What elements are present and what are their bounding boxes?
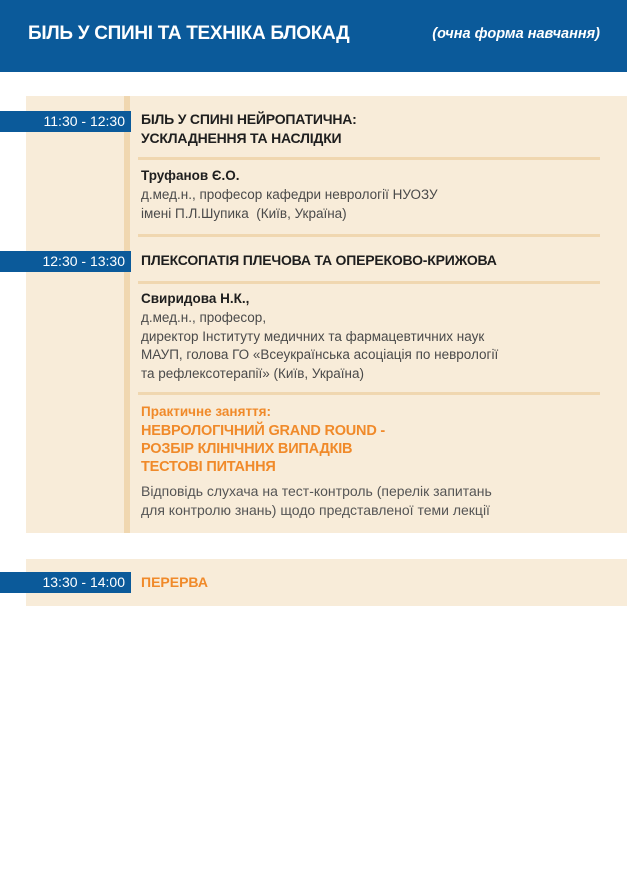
- break-title: ПЕРЕРВА: [141, 574, 208, 590]
- page-header: [0, 0, 627, 72]
- practice-title-line: РОЗБІР КЛІНІЧНИХ ВИПАДКІВ: [141, 441, 353, 457]
- page-title: БІЛЬ У СПИНІ ТА ТЕХНІКА БЛОКАД: [28, 23, 350, 44]
- session-title: [141, 110, 601, 148]
- speaker-description: [141, 186, 601, 223]
- divider: [138, 392, 600, 395]
- session-title-line: УСКЛАДНЕННЯ ТА НАСЛІДКИ: [141, 130, 342, 146]
- speaker-description-line: д.мед.н., професор кафедри неврології НУОЗУ: [141, 187, 438, 202]
- divider: [138, 234, 600, 237]
- speaker-description-line: МАУП, голова ГО «Всеукраїнська асоціація по неврології: [141, 347, 499, 362]
- speaker-description: [141, 309, 601, 383]
- session-title: ПЛЕКСОПАТІЯ ПЛЕЧОВА ТА ОПЕРЕКОВО-КРИЖОВА: [141, 252, 497, 268]
- practice-description-line: Відповідь слухача на тест-контроль (перелік запитань: [141, 483, 492, 499]
- session-title-line: БІЛЬ У СПИНІ НЕЙРОПАТИЧНА:: [141, 111, 357, 127]
- speaker-name: Труфанов Є.О.: [141, 168, 240, 183]
- session-time: 13:30 - 14:00: [0, 572, 131, 593]
- divider: [138, 281, 600, 284]
- speaker-description-line: д.мед.н., професор,: [141, 310, 267, 325]
- practice-title: [141, 422, 601, 476]
- speaker-name: Свиридова Н.К.,: [141, 291, 250, 306]
- practice-label: Практичне заняття:: [141, 404, 272, 419]
- speaker-description-line: та рефлексотерапії» (Київ, Україна): [141, 365, 364, 381]
- page-subtitle: (очна форма навчання): [432, 26, 600, 42]
- speaker-description-line: імені П.Л.Шупика (Київ, Україна): [141, 205, 347, 221]
- practice-title-line: ТЕСТОВІ ПИТАННЯ: [141, 459, 276, 475]
- timeline-vertical-line: [124, 96, 130, 533]
- divider: [138, 157, 600, 160]
- practice-description: [141, 482, 601, 520]
- speaker-description-line: директор Інституту медичних та фармацевтичних наук: [141, 328, 485, 344]
- practice-description-line: для контролю знань) щодо представленої теми лекції: [141, 502, 490, 518]
- practice-title-line: НЕВРОЛОГІЧНИЙ GRAND ROUND -: [141, 423, 386, 439]
- session-time: 11:30 - 12:30: [0, 111, 131, 132]
- session-time: 12:30 - 13:30: [0, 251, 131, 272]
